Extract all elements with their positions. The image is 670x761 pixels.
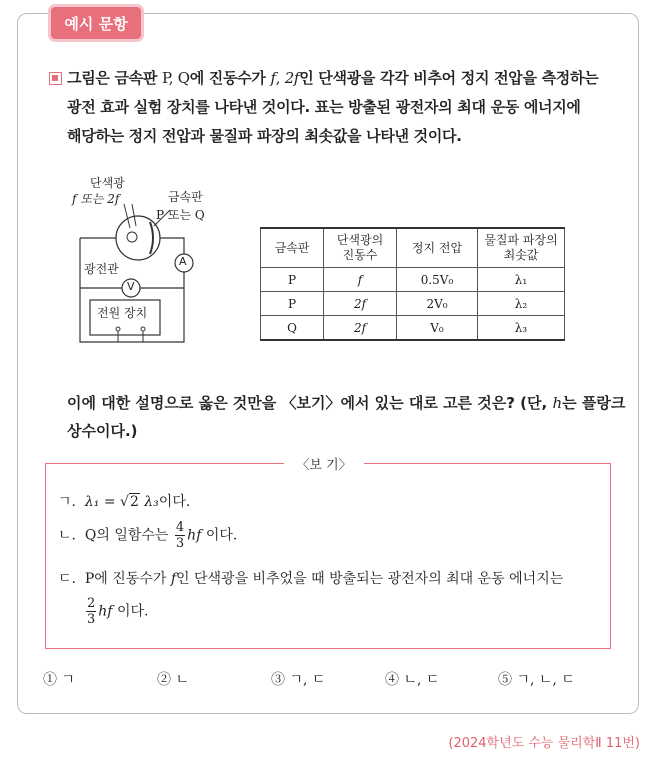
terminal-left: [116, 327, 120, 331]
question2-line1-a: 이에 대한 설명으로 옳은 것만을 〈보기〉에서 있는 대로 고른 것은? (단,: [67, 394, 553, 412]
item1-suffix: 이다.: [158, 494, 191, 510]
cell: 2f: [324, 316, 397, 341]
terminal-right: [141, 327, 145, 331]
cell: 2f: [324, 292, 397, 316]
item2-prefix: ㄴ.: [58, 527, 76, 544]
cell: λ₃: [478, 316, 565, 341]
item2-text: Q의 일함수는: [84, 527, 173, 544]
bogi-item-1: [58, 491, 190, 511]
example-tag: 예시 문항: [48, 4, 144, 42]
question-freq-f: f: [270, 69, 276, 87]
question-line3: 해당하는 정지 전압과 물질파 파장의 최솟값을 나타낸 것이다.: [67, 127, 462, 145]
question2-text: [67, 389, 627, 445]
cell: 2V₀: [397, 292, 478, 316]
item1-rhs: λ₃: [139, 494, 159, 510]
data-table: [260, 227, 565, 341]
header-wavelength: 물질파 파장의 최솟값: [478, 228, 565, 268]
question-line2: 광전 효과 실험 장치를 나타낸 것이다. 표는 방출된 광전자의 최대 운동 에너지에: [67, 98, 581, 116]
item3-var: hf: [98, 603, 113, 620]
item3-prefix: ㄷ.: [58, 571, 76, 587]
cell: λ₂: [478, 292, 565, 316]
question-comma: ,: [275, 69, 285, 87]
item2-var: hf: [187, 527, 202, 544]
bogi-item-3: [58, 568, 563, 588]
plate-names-label: P 또는 Q: [156, 208, 205, 222]
item3-text2: 인 단색광을 비추었을 때 방출되는 광전자의 최대 운동 에너지는: [176, 571, 564, 587]
bogi-title: 〈보 기〉: [284, 454, 364, 473]
question2-line1-b: 는 플랑크: [562, 394, 626, 412]
choice-5[interactable]: ⑤ ㄱ, ㄴ, ㄷ: [498, 672, 575, 688]
question2-line2: 상수이다.): [67, 422, 138, 440]
power-label: 전원 장치: [97, 306, 148, 320]
plate-label: 금속판: [168, 190, 203, 204]
cell: V₀: [397, 316, 478, 341]
item1-sqrt: 2: [129, 494, 139, 510]
item2-num: 4: [175, 520, 185, 535]
question-line1-c: 인 단색광을 각각 비추어 정지 전압을 측정하는: [299, 69, 599, 87]
light-freq-label: f 또는 2f: [72, 192, 120, 206]
cell: P: [261, 292, 324, 316]
circuit-diagram: [70, 170, 230, 345]
source-citation: (2024학년도 수능 물리학Ⅱ 11번): [448, 736, 640, 751]
ammeter-label: A: [179, 255, 187, 268]
question-line1-b: 에 진동수가: [189, 69, 271, 87]
cell: λ₁: [478, 268, 565, 292]
question-marker-icon: [49, 72, 62, 85]
wire-right: [180, 270, 184, 342]
choice-3[interactable]: ③ ㄱ, ㄷ: [271, 672, 326, 688]
cell: Q: [261, 316, 324, 341]
phototube-label: 광전관: [84, 262, 119, 276]
question-freq-2f: 2f: [284, 69, 300, 87]
item3-f: f: [170, 571, 177, 587]
phototube-anode: [127, 232, 137, 242]
bogi-item-2: [58, 520, 237, 551]
item3-den: 3: [87, 612, 96, 627]
sqrt-icon: √2: [120, 494, 139, 510]
choice-1[interactable]: ① ㄱ: [43, 672, 75, 688]
question-text: [67, 64, 627, 151]
voltmeter-label: V: [127, 280, 135, 293]
header-frequency: 단색광의 진동수: [324, 228, 397, 268]
item1-lhs: λ₁ =: [84, 494, 121, 510]
cell: 0.5V₀: [397, 268, 478, 292]
header-metal: 금속판: [261, 228, 324, 268]
item3-suffix: 이다.: [116, 603, 149, 620]
table-row: [261, 292, 565, 316]
choice-2[interactable]: ② ㄴ: [157, 672, 189, 688]
table-row: [261, 268, 565, 292]
cell: P: [261, 268, 324, 292]
question2-h: h: [552, 394, 563, 412]
item2-den: 3: [175, 536, 185, 551]
item3-fraction: [86, 596, 96, 627]
item2-fraction: [175, 520, 185, 551]
question-line1-a: 그림은 금속판: [67, 69, 162, 87]
item3-text: P에 진동수가: [84, 571, 171, 587]
item2-suffix: 이다.: [205, 527, 238, 544]
question-plates: P, Q: [162, 69, 190, 87]
item3-num: 2: [87, 596, 96, 611]
cell: f: [324, 268, 397, 292]
header-stop-voltage: 정지 전압: [397, 228, 478, 268]
wire-top-right: [158, 238, 184, 256]
light-label: 단색광: [90, 176, 125, 190]
table-row: [261, 316, 565, 341]
table-header-row: [261, 228, 565, 268]
bogi-item-3-cont: [84, 596, 148, 627]
choice-4[interactable]: ④ ㄴ, ㄷ: [385, 672, 440, 688]
item1-prefix: ㄱ.: [58, 494, 76, 510]
